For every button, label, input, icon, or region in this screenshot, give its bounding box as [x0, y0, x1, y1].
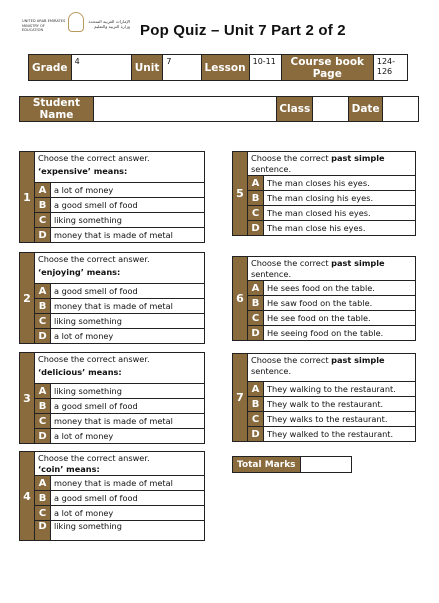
- option-b-text[interactable]: a good smell of food: [51, 198, 205, 213]
- option-a-text[interactable]: a lot of money: [51, 183, 205, 198]
- option-c-text[interactable]: He see food on the table.: [264, 311, 416, 326]
- question-7: [232, 353, 416, 442]
- option-a-text[interactable]: The man closes his eyes.: [264, 176, 416, 191]
- total-marks-field[interactable]: [301, 457, 352, 473]
- target-word: ‘coin’ means:: [38, 463, 100, 474]
- question-number: 3: [20, 353, 35, 444]
- grade-label: Grade: [29, 55, 72, 81]
- option-c-text[interactable]: They walks to the restaurant.: [264, 412, 416, 427]
- question-prompt: Choose the correct past simple sentence.: [248, 257, 416, 281]
- option-c-letter[interactable]: C: [248, 206, 264, 221]
- option-a-text[interactable]: a good smell of food: [51, 284, 205, 299]
- question-prompt: Choose the correct past simple sentence.: [248, 152, 416, 176]
- question-5: [232, 151, 416, 236]
- target-word: ‘enjoying’ means:: [38, 266, 121, 277]
- option-a-letter[interactable]: A: [248, 382, 264, 397]
- option-c-letter[interactable]: C: [35, 506, 51, 521]
- option-b-letter[interactable]: B: [35, 399, 51, 414]
- option-b-text[interactable]: The man closing his eyes.: [264, 191, 416, 206]
- option-c-text[interactable]: liking something: [51, 213, 205, 228]
- option-a-letter[interactable]: A: [35, 476, 51, 491]
- page-title: Pop Quiz – Unit 7 Part 2 of 2: [140, 22, 346, 39]
- date-field[interactable]: [383, 97, 419, 122]
- question-number: 6: [233, 257, 248, 341]
- lesson-label: Lesson: [201, 55, 249, 81]
- logo-arabic-text: الإمارات العربية المتحدة وزارة التربية والتعليم: [88, 19, 130, 29]
- question-prompt: Choose the correct answer. ‘enjoying’ means:: [35, 253, 205, 284]
- option-d-text[interactable]: liking something: [51, 521, 205, 541]
- student-info-table: [19, 96, 419, 122]
- target-word: ‘delicious’ means:: [38, 366, 122, 377]
- option-d-letter[interactable]: D: [35, 521, 51, 541]
- question-number: 5: [233, 152, 248, 236]
- option-d-text[interactable]: money that is made of metal: [51, 228, 205, 243]
- question-prompt: Choose the correct answer. ‘delicious’ means:: [35, 353, 205, 384]
- option-b-letter[interactable]: B: [35, 299, 51, 314]
- question-prompt: Choose the correct past simple sentence.: [248, 354, 416, 382]
- emblem-icon: [68, 12, 84, 32]
- question-number: 7: [233, 354, 248, 442]
- option-d-text[interactable]: a lot of money: [51, 429, 205, 444]
- option-d-letter[interactable]: D: [248, 221, 264, 236]
- option-d-letter[interactable]: D: [35, 228, 51, 243]
- student-name-field[interactable]: [93, 97, 276, 122]
- option-a-letter[interactable]: A: [35, 384, 51, 399]
- option-a-letter[interactable]: A: [248, 281, 264, 296]
- logo-english-text: UNITED ARAB EMIRATES MINISTRY OF EDUCATION: [22, 19, 66, 32]
- option-a-text[interactable]: liking something: [51, 384, 205, 399]
- option-c-text[interactable]: a lot of money: [51, 506, 205, 521]
- question-2: [19, 252, 205, 344]
- coursebook-value: 124-126: [373, 55, 407, 81]
- total-marks-label: Total Marks: [233, 457, 301, 473]
- option-b-text[interactable]: a good smell of food: [51, 399, 205, 414]
- option-b-letter[interactable]: B: [248, 296, 264, 311]
- question-number: 2: [20, 253, 35, 344]
- option-b-letter[interactable]: B: [35, 198, 51, 213]
- option-c-letter[interactable]: C: [35, 213, 51, 228]
- option-d-text[interactable]: The man close his eyes.: [264, 221, 416, 236]
- date-label: Date: [349, 97, 383, 122]
- option-c-letter[interactable]: C: [35, 314, 51, 329]
- option-d-text[interactable]: They walked to the restaurant.: [264, 427, 416, 442]
- question-6: [232, 256, 416, 341]
- question-number: 1: [20, 152, 35, 243]
- option-a-letter[interactable]: A: [248, 176, 264, 191]
- lesson-info-table: [28, 54, 408, 81]
- class-label: Class: [277, 97, 313, 122]
- option-d-letter[interactable]: D: [35, 429, 51, 444]
- option-a-letter[interactable]: A: [35, 183, 51, 198]
- coursebook-label: Course book Page: [281, 55, 373, 81]
- target-word: ‘expensive’ means:: [38, 165, 128, 176]
- student-name-label: Student Name: [20, 97, 94, 122]
- question-1: [19, 151, 205, 243]
- option-d-text[interactable]: a lot of money: [51, 329, 205, 344]
- option-c-text[interactable]: The man closed his eyes.: [264, 206, 416, 221]
- option-c-text[interactable]: money that is made of metal: [51, 414, 205, 429]
- question-number: 4: [20, 452, 35, 541]
- option-b-text[interactable]: They walk to the restaurant.: [264, 397, 416, 412]
- option-d-letter[interactable]: D: [35, 329, 51, 344]
- question-prompt: Choose the correct answer. ‘coin’ means:: [35, 452, 205, 476]
- total-marks-table: [232, 456, 352, 473]
- option-b-letter[interactable]: B: [248, 191, 264, 206]
- option-a-text[interactable]: money that is made of metal: [51, 476, 205, 491]
- question-prompt: Choose the correct answer. ‘expensive’ means:: [35, 152, 205, 183]
- option-c-letter[interactable]: C: [35, 414, 51, 429]
- class-field[interactable]: [313, 97, 349, 122]
- unit-label: Unit: [131, 55, 163, 81]
- option-b-letter[interactable]: B: [248, 397, 264, 412]
- option-d-text[interactable]: He seeing food on the table.: [264, 326, 416, 341]
- grade-value: 4: [71, 55, 131, 81]
- option-c-letter[interactable]: C: [248, 412, 264, 427]
- option-a-letter[interactable]: A: [35, 284, 51, 299]
- option-b-letter[interactable]: B: [35, 491, 51, 506]
- option-d-letter[interactable]: D: [248, 326, 264, 341]
- option-a-text[interactable]: They walking to the restaurant.: [264, 382, 416, 397]
- option-c-letter[interactable]: C: [248, 311, 264, 326]
- lesson-value: 10-11: [249, 55, 281, 81]
- option-b-text[interactable]: money that is made of metal: [51, 299, 205, 314]
- option-d-letter[interactable]: D: [248, 427, 264, 442]
- option-a-text[interactable]: He sees food on the table.: [264, 281, 416, 296]
- option-b-text[interactable]: He saw food on the table.: [264, 296, 416, 311]
- option-c-text[interactable]: liking something: [51, 314, 205, 329]
- question-3: [19, 352, 205, 444]
- ministry-logo: [22, 12, 130, 46]
- question-4: [19, 451, 205, 541]
- option-b-text[interactable]: a good smell of food: [51, 491, 205, 506]
- unit-value: 7: [163, 55, 201, 81]
